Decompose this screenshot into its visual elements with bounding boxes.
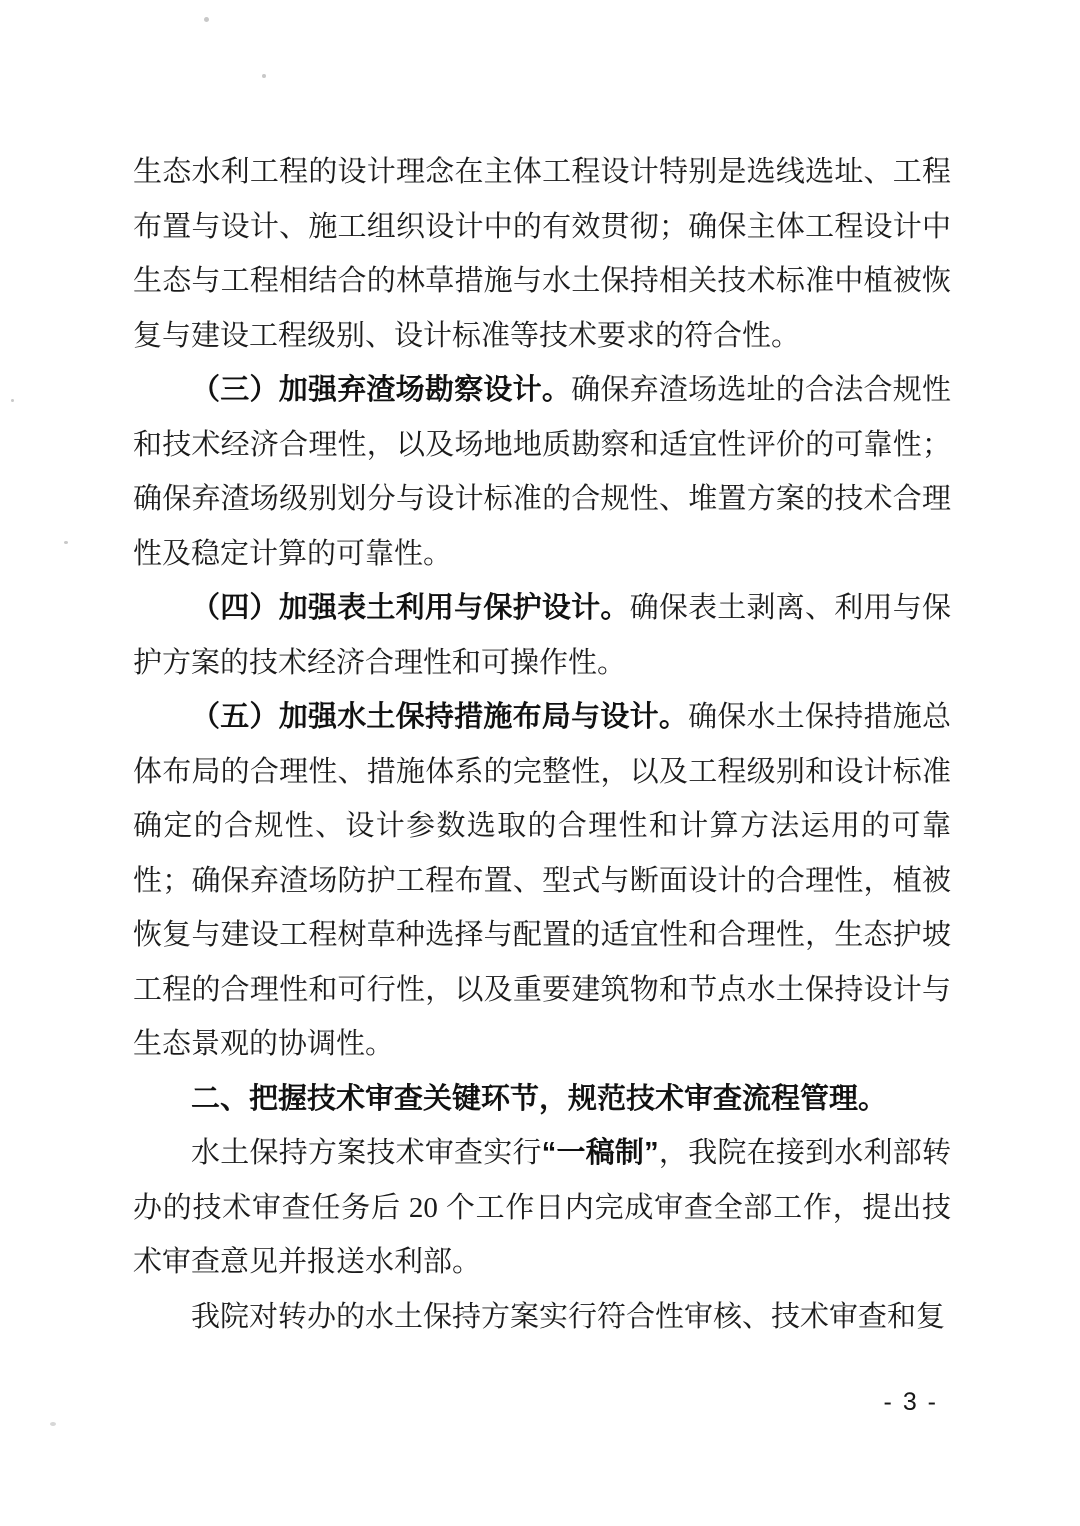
paragraph-item-5-lead: （五）加强水土保持措施布局与设计。 bbox=[191, 701, 689, 733]
paragraph-item-3-lead: （三）加强弃渣场勘察设计。 bbox=[191, 374, 572, 406]
document-body bbox=[133, 145, 951, 1344]
paragraph-item-5-body: 确保水土保持措施总体布局的合理性、措施体系的完整性，以及工程级别和设计标准确定的合规性、设计参数选取的合理性和计算方法运用的可靠性；确保弃渣场防护工程布置、型式与断面设计的合理性，植被恢复与建设工程树草种选择与配置的适宜性和合理性，生态护坡工程的合理性和可行性，以及重要建筑物和节点水土保持设计与生态景观的协调性。 bbox=[133, 701, 951, 1060]
section-heading-2 bbox=[133, 1072, 951, 1127]
scan-speck bbox=[262, 74, 266, 78]
scan-speck bbox=[50, 1422, 56, 1426]
scan-speck bbox=[204, 17, 209, 22]
paragraph-item-4-body: 确保表土剥离、利用与保护方案的技术经济合理性和可操作性。 bbox=[133, 592, 951, 679]
paragraph-item-3-body: 确保弃渣场选址的合法合规性和技术经济合理性，以及场地地质勘察和适宜性评价的可靠性；确保弃渣场级别划分与设计标准的合规性、堆置方案的技术合理性及稳定计算的可靠性。 bbox=[133, 374, 951, 570]
paragraph-review-post: ，我院在接到水利部转办的技术审查任务后 20 个工作日内完成审查全部工作，提出技术审查意见并报送水利部。 bbox=[133, 1137, 951, 1278]
paragraph-final-text: 我院对转办的水土保持方案实行符合性审核、技术审查和复 bbox=[191, 1300, 946, 1333]
paragraph-review-quote: “一稿制” bbox=[541, 1137, 659, 1169]
paragraph-continuation bbox=[133, 145, 951, 363]
paragraph-continuation-text: 生态水利工程的设计理念在主体工程设计特别是选线选址、工程布置与设计、施工组织设计中的有效贯彻；确保主体工程设计中生态与工程相结合的林草措施与水土保持相关技术标准中植被恢复与建设工程级别、设计标准等技术要求的符合性。 bbox=[133, 156, 951, 352]
section-heading-2-text: 二、把握技术审查关键环节，规范技术审查流程管理。 bbox=[191, 1082, 888, 1115]
paragraph-item-3 bbox=[133, 363, 951, 581]
paragraph-item-4 bbox=[133, 581, 951, 690]
paragraph-item-5 bbox=[133, 690, 951, 1072]
paragraph-item-4-lead: （四）加强表土利用与保护设计。 bbox=[191, 592, 630, 624]
paragraph-review-pre: 水土保持方案技术审查实行 bbox=[191, 1137, 542, 1169]
paragraph-final bbox=[133, 1290, 951, 1345]
scan-speck bbox=[64, 541, 68, 544]
paragraph-review-process bbox=[133, 1126, 951, 1290]
scan-speck bbox=[11, 399, 14, 402]
page-number: - 3 - bbox=[883, 1388, 938, 1416]
